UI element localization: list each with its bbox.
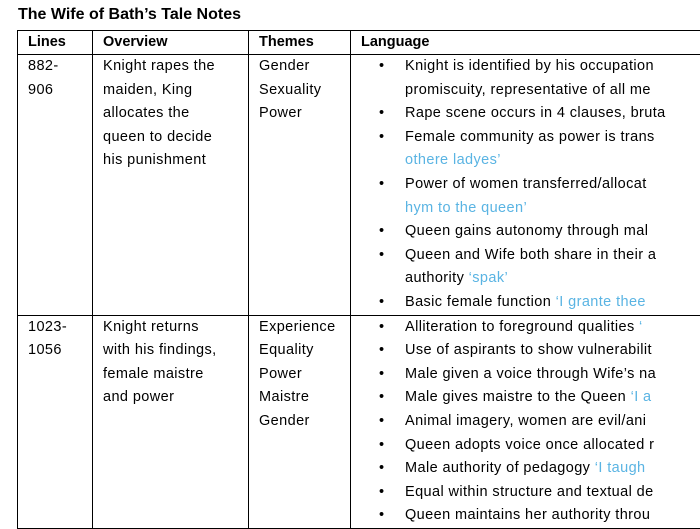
language-note-text: Use of aspirants to show vulnerabilit <box>405 342 652 358</box>
language-bullet-item <box>351 457 700 481</box>
language-note-quote: ‘I taugh <box>595 460 646 476</box>
language-note-text: Equal within structure and textual de <box>405 484 654 500</box>
language-bullet-item <box>351 504 700 528</box>
overview-cell-line: Knight rapes the <box>103 55 248 79</box>
overview-cell-line: female maistre <box>103 363 248 387</box>
language-note-quote: ‘I a <box>631 389 652 405</box>
lines-cell <box>18 315 93 528</box>
themes-cell-line: Power <box>259 102 350 126</box>
language-bullet-item <box>351 55 700 102</box>
notes-table <box>17 30 700 529</box>
header-row <box>18 31 700 55</box>
language-note-quote: hym to the queen’ <box>405 200 527 216</box>
themes-cell-line: Gender <box>259 410 350 434</box>
language-note-continuation <box>405 267 700 291</box>
themes-cell-line: Experience <box>259 316 350 340</box>
language-note-quote: ‘spak’ <box>469 270 508 286</box>
themes-cell-line: Maistre <box>259 386 350 410</box>
overview-cell-line: and power <box>103 386 248 410</box>
column-header-language: Language <box>351 31 700 55</box>
language-note-text: Rape scene occurs in 4 clauses, bruta <box>405 105 666 121</box>
lines-cell <box>18 55 93 316</box>
language-bullet-list <box>351 55 700 315</box>
language-note-text: Alliteration to foreground qualities <box>405 319 639 335</box>
language-note-quote: ‘ <box>639 319 643 335</box>
overview-cell-line: with his findings, <box>103 339 248 363</box>
language-note-text: Queen and Wife both share in their a <box>405 247 656 263</box>
language-bullet-item <box>351 410 700 434</box>
language-note-text: Male gives maistre to the Queen <box>405 389 631 405</box>
overview-cell <box>93 315 249 528</box>
language-bullet-item <box>351 363 700 387</box>
language-cell <box>351 315 700 528</box>
language-cell <box>351 55 700 316</box>
overview-cell <box>93 55 249 316</box>
language-bullet-item <box>351 173 700 220</box>
language-bullet-item <box>351 386 700 410</box>
column-header-overview: Overview <box>93 31 249 55</box>
table-row <box>18 55 700 316</box>
language-bullet-list <box>351 316 700 528</box>
overview-cell-line: queen to decide <box>103 126 248 150</box>
document-title: The Wife of Bath’s Tale Notes <box>18 5 241 25</box>
themes-cell-line: Equality <box>259 339 350 363</box>
language-bullet-item <box>351 316 700 340</box>
themes-cell-line: Sexuality <box>259 79 350 103</box>
lines-cell-line: 1023- <box>28 316 92 340</box>
language-note-continuation <box>405 197 700 221</box>
language-bullet-item <box>351 434 700 458</box>
overview-cell-line: his punishment <box>103 149 248 173</box>
language-bullet-item <box>351 220 700 244</box>
column-header-themes: Themes <box>249 31 351 55</box>
language-bullet-item <box>351 126 700 173</box>
language-bullet-item <box>351 481 700 505</box>
language-bullet-item <box>351 291 700 315</box>
themes-cell-line: Power <box>259 363 350 387</box>
language-note-text: Knight is identified by his occupation <box>405 58 654 74</box>
lines-cell-line: 882- <box>28 55 92 79</box>
language-note-quote: ‘I grante thee <box>556 294 646 310</box>
overview-cell-line: allocates the <box>103 102 248 126</box>
language-bullet-item <box>351 244 700 291</box>
lines-cell-line: 906 <box>28 79 92 103</box>
language-note-text: Queen adopts voice once allocated r <box>405 437 654 453</box>
language-note-text: Queen gains autonomy through mal <box>405 223 648 239</box>
language-note-text: Basic female function <box>405 294 556 310</box>
language-note-text: Male given a voice through Wife’s na <box>405 366 656 382</box>
themes-cell-line: Gender <box>259 55 350 79</box>
language-note-continuation-text: authority <box>405 270 469 286</box>
language-note-text: Female community as power is trans <box>405 129 655 145</box>
column-header-lines: Lines <box>18 31 93 55</box>
overview-cell-line: Knight returns <box>103 316 248 340</box>
language-note-text: Power of women transferred/allocat <box>405 176 647 192</box>
language-bullet-item <box>351 102 700 126</box>
language-note-text: Male authority of pedagogy <box>405 460 595 476</box>
language-note-continuation <box>405 79 700 103</box>
language-note-text: Animal imagery, women are evil/ani <box>405 413 646 429</box>
language-note-text: Queen maintains her authority throu <box>405 507 650 523</box>
table-row <box>18 315 700 528</box>
themes-cell <box>249 315 351 528</box>
themes-cell <box>249 55 351 316</box>
language-bullet-item <box>351 339 700 363</box>
lines-cell-line: 1056 <box>28 339 92 363</box>
overview-cell-line: maiden, King <box>103 79 248 103</box>
language-note-continuation-text: promiscuity, representative of all me <box>405 82 651 98</box>
language-note-quote: othere ladyes’ <box>405 152 501 168</box>
language-note-continuation <box>405 149 700 173</box>
